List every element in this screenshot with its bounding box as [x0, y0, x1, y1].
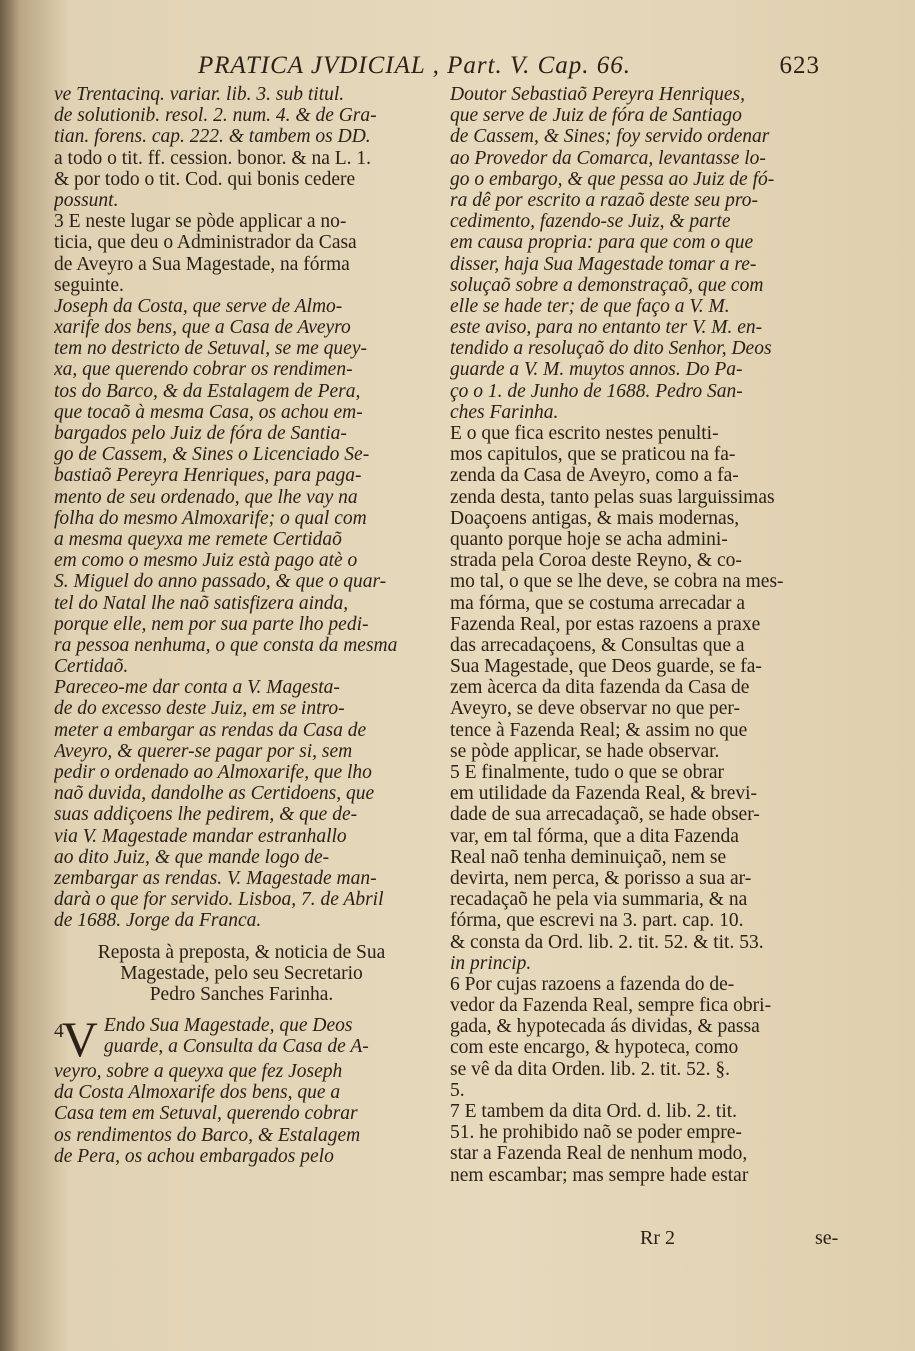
text-line: zenda da Casa de Aveyro, como a fa-	[450, 465, 739, 487]
text-line: go de Cassem, & Sines o Licenciado Se-	[54, 444, 370, 466]
text-line: ve Trentacinq. variar. lib. 3. sub titul.	[54, 84, 345, 105]
text-line: recadaçaõ he pela via summaria, & na	[450, 889, 748, 911]
text-line: soluçaõ sobre a demonstraçaõ, que com	[450, 274, 764, 296]
running-title: PRATICA JVDICIAL , Part. V. Cap. 66.	[198, 52, 631, 79]
text-line: pedir o ordenado ao Almoxarife, que lho	[54, 762, 372, 783]
text-line: possunt.	[54, 189, 119, 211]
text-line: fórma, que escrevi na 3. part. cap. 10.	[450, 910, 744, 932]
text-line: folha do mesmo Almoxarife; o qual com	[54, 507, 367, 529]
text-line: zem àcerca da dita fazenda da Casa de	[450, 677, 750, 699]
text-line: de Aveyro a Sua Magestade, na fórma	[54, 253, 350, 275]
reply-heading-line: Magestade, pelo seu Secretario	[120, 962, 363, 984]
text-line: este aviso, para no entanto ter V. M. en-	[450, 317, 763, 339]
left-column	[54, 84, 429, 1167]
reply-heading-line: Pedro Sanches Farinha.	[149, 983, 334, 1005]
text-line: in princip.	[450, 952, 532, 974]
text-line: gada, & hypotecada ás dividas, & passa	[450, 1016, 760, 1038]
reply-heading	[54, 942, 429, 1006]
text-line: com este encargo, & hypoteca, como	[450, 1037, 739, 1059]
text-line: das arrecadaçoens, & Consultas que a	[450, 634, 745, 656]
text-line: meter a embargar as rendas da Casa de	[54, 719, 367, 741]
text-line: bastiaõ Pereyra Henriques, para paga-	[54, 465, 362, 487]
text-line: que tocaõ à mesma Casa, os achou em-	[54, 401, 363, 423]
text-line: via V. Magestade mandar estranhallo	[54, 825, 347, 847]
text-line: mento de seu ordenado, que lhe vay na	[54, 486, 358, 508]
text-line: devirta, nem perca, & porisso a sua ar-	[450, 867, 752, 889]
text-line: zembargar as rendas. V. Magestade man-	[54, 867, 377, 889]
text-line: bargados pelo Juiz de fóra de Santia-	[54, 423, 347, 444]
text-line: & por todo o tit. Cod. qui bonis cedere	[54, 168, 356, 190]
text-line: se vê da dita Orden. lib. 2. tit. 52. §.	[450, 1058, 730, 1080]
text-line: elle se hade ter; de que faço a V. M.	[450, 295, 730, 317]
text-line: tian. forens. cap. 222. & tambem os DD.	[54, 126, 371, 148]
text-line: tence à Fazenda Real; & assim no que	[450, 719, 748, 741]
text-line: a mesma queyxa me remete Certidaõ	[54, 528, 342, 550]
text-line: guarde a V. M. muytos annos. Do Pa-	[450, 359, 743, 381]
text-line: a todo o tit. ff. cession. bonor. & na L. 1.	[54, 147, 372, 169]
signature-mark: Rr 2	[640, 1227, 675, 1249]
left-column-text	[54, 84, 429, 932]
text-line: ço o 1. de Junho de 1688. Pedro San-	[450, 380, 743, 402]
reply-line: veyro, sobre a queyxa que fez Joseph	[54, 1061, 343, 1083]
reply-line: os rendimentos do Barco, & Estalagem	[54, 1124, 361, 1146]
text-line: ao dito Juiz, & que mande logo de-	[54, 846, 330, 868]
text-line: S. Miguel do anno passado, & que o quar-	[54, 571, 387, 593]
page-number: 623	[779, 52, 820, 79]
text-line: quanto porque hoje se acha admini-	[450, 528, 728, 550]
text-line: Joseph da Costa, que serve de Almo-	[54, 295, 343, 317]
reply-line: da Costa Almoxarife dos bens, que a	[54, 1082, 341, 1104]
text-line: mo tal, o que se lhe deve, se cobra na mes-	[450, 571, 784, 593]
text-line: em causa propria: para que com o que	[450, 232, 754, 254]
reply-body	[54, 1061, 429, 1167]
text-line: naõ duvida, dandolhe as Certidoens, que	[54, 783, 375, 805]
text-line: de Cassem, & Sines; foy servido ordenar	[450, 126, 770, 148]
drop-capital: V	[61, 1011, 98, 1068]
text-line: 7 E tambem da dita Ord. d. lib. 2. tit.	[450, 1101, 738, 1122]
text-line: Certidaõ.	[54, 656, 129, 678]
text-line: var, em tal fórma, que a dita Fazenda	[450, 825, 739, 847]
text-line: ao Provedor da Comarca, levantasse lo-	[450, 147, 766, 169]
text-line: vedor da Fazenda Real, sempre fica obri-	[450, 995, 772, 1017]
text-line: em como o mesmo Juiz està pago atè o	[54, 550, 358, 572]
text-line: strada pela Coroa deste Reyno, & co-	[450, 550, 742, 572]
paragraph-number: 4	[54, 1021, 64, 1043]
text-line: Real naõ tenha deminuiçaõ, nem se	[450, 846, 727, 868]
text-line: Sua Magestade, que Deos guarde, se fa-	[450, 656, 762, 678]
text-line: tel do Natal lhe naõ satisfizera ainda,	[54, 592, 349, 614]
text-line: 6 Por cujas razoens a fazenda do de-	[450, 973, 735, 995]
text-line: de 1688. Jorge da Franca.	[54, 910, 262, 932]
text-line: tendido a resoluçaõ do dito Senhor, Deos	[450, 338, 772, 360]
text-line: ra dê por escrito a razaõ deste seu pro-	[450, 189, 759, 211]
text-line: go o embargo, & que pessa ao Juiz de fó-	[450, 168, 775, 190]
text-line: ra pessoa nenhuma, o que consta da mesma	[54, 634, 398, 656]
text-line: mos capitulos, que se praticou na fa-	[450, 444, 736, 466]
text-line: suas addiçoens lhe pedirem, & que de-	[54, 804, 358, 826]
text-line: zenda desta, tanto pelas suas larguissimas	[450, 486, 775, 508]
text-line: 5.	[450, 1079, 465, 1101]
text-line: 5 E finalmente, tudo o que se obrar	[450, 762, 724, 783]
text-line: Doutor Sebastiaõ Pereyra Henriques,	[450, 84, 745, 105]
text-line: tos do Barco, & da Estalagem de Pera,	[54, 380, 361, 402]
reply-line: guarde, a Consulta da Casa de A-	[103, 1036, 369, 1058]
text-line: & consta da Ord. lib. 2. tit. 52. & tit. 53.	[450, 931, 764, 953]
page-footer	[640, 1227, 838, 1250]
text-line: ticia, que deu o Administrador da Casa	[54, 232, 357, 254]
text-line: ches Farinha.	[450, 401, 559, 423]
text-line: E o que fica escrito nestes penulti-	[450, 423, 719, 444]
catchword: se-	[815, 1227, 839, 1249]
text-line: darà o que for servido. Lisboa, 7. de Abril	[54, 889, 384, 911]
reply-heading-line: Reposta à preposta, & noticia de Sua	[97, 941, 386, 963]
text-line: nem escambar; mas sempre hade estar	[450, 1164, 749, 1186]
reply-line: Endo Sua Magestade, que Deos	[103, 1015, 353, 1037]
text-line: star a Fazenda Real de nenhum modo,	[450, 1143, 748, 1165]
text-line: porque elle, nem por sua parte lho pedi-	[54, 613, 369, 635]
text-line: dade de sua arrecadaçaõ, se hade obser-	[450, 804, 760, 826]
text-line: de do excesso deste Juiz, em se intro-	[54, 698, 345, 720]
text-line: Doaçoens antigas, & mais modernas,	[450, 507, 740, 529]
reply-line: Casa tem em Setuval, querendo cobrar	[54, 1103, 358, 1125]
text-line: tem no destricto de Setuval, se me quey-	[54, 338, 367, 360]
text-line: que serve de Juiz de fóra de Santiago	[450, 105, 742, 127]
text-line: cedimento, fazendo-se Juiz, & parte	[450, 211, 731, 233]
text-line: em utilidade da Fazenda Real, & brevi-	[450, 783, 758, 805]
text-line: 3 E neste lugar se pòde applicar a no-	[54, 211, 347, 233]
text-line: ma fórma, que se costuma arrecadar a	[450, 592, 746, 614]
text-line: se pòde applicar, se hade observar.	[450, 740, 720, 762]
text-line: xa, que querendo cobrar os rendimen-	[54, 359, 353, 381]
text-line: xarife dos bens, que a Casa de Aveyro	[54, 317, 351, 339]
right-column-text	[450, 84, 822, 1186]
reply-line: de Pera, os achou embargados pelo	[54, 1145, 334, 1167]
text-line: 51. he prohibido naõ se poder empre-	[450, 1122, 742, 1144]
right-column	[450, 84, 822, 1186]
text-line: disser, haja Sua Magestade tomar a re-	[450, 253, 757, 275]
reply-paragraph	[54, 1011, 429, 1167]
text-line: Aveyro, se deve observar no que per-	[450, 698, 741, 720]
text-line: Aveyro, & querer-se pagar por si, sem	[54, 740, 353, 762]
text-line: Fazenda Real, por estas razoens a praxe	[450, 613, 761, 635]
text-line: Pareceo-me dar conta a V. Magesta-	[54, 677, 340, 699]
text-line: seguinte.	[54, 274, 124, 296]
text-line: de solutionib. resol. 2. num. 4. & de Gra-	[54, 105, 377, 127]
